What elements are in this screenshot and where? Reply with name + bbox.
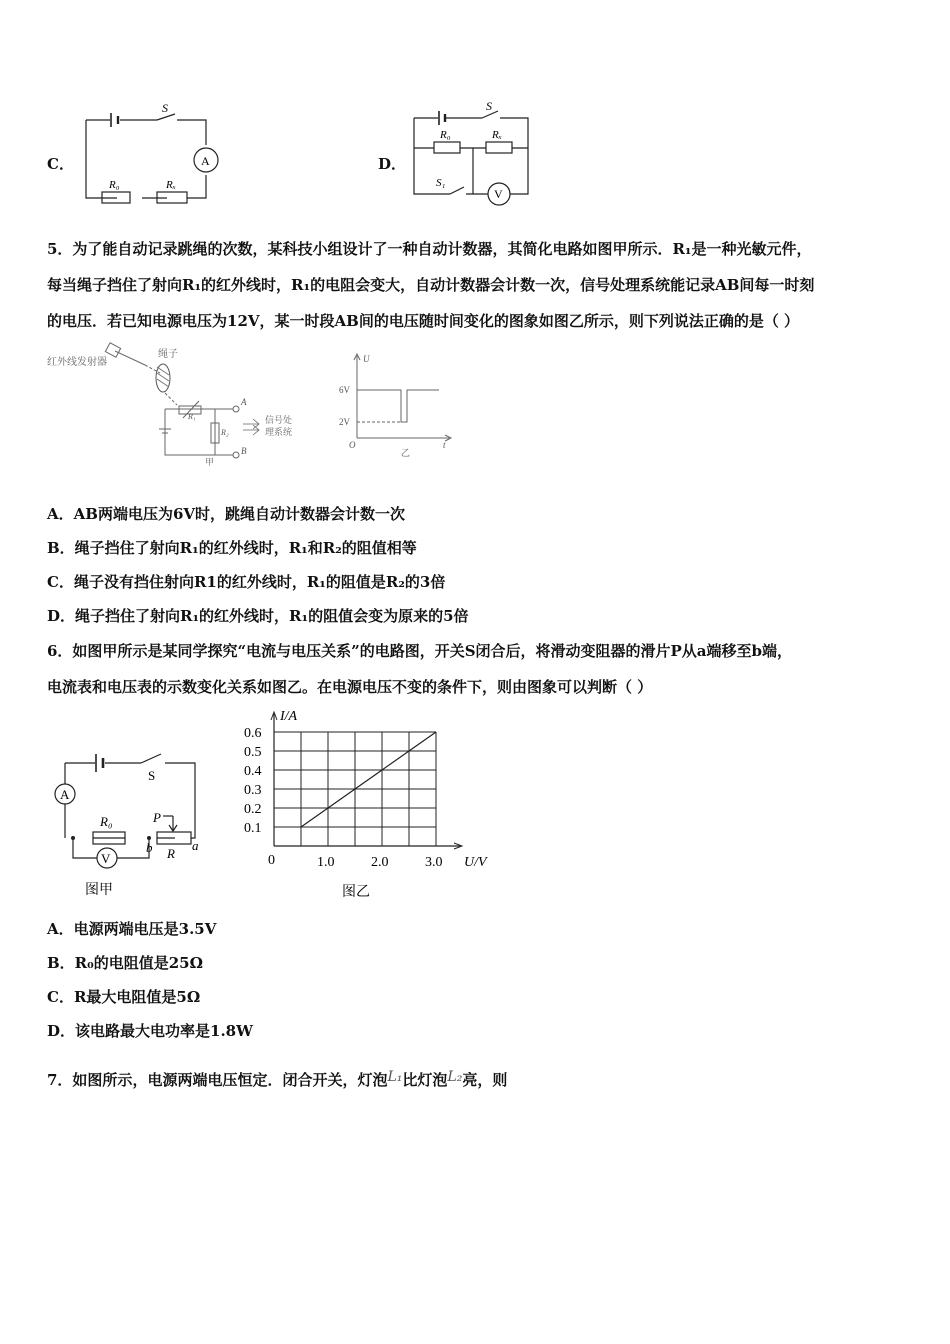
y-tick-label: 0.6 xyxy=(244,726,262,741)
voltmeter-label: V xyxy=(494,187,503,201)
y-tick-label: 0.5 xyxy=(244,745,262,760)
question-5-line-3: 的电压．若已知电源电压为12V，某一时段AB间的电压随时间变化的图象如图乙所示，则下列说法正确的是（ ） xyxy=(47,312,800,330)
chart-series xyxy=(301,732,436,827)
question-6-option-b: B．R₀的电阻值是25Ω xyxy=(47,954,203,972)
chart-x-axis-label: U/V xyxy=(464,855,487,870)
caption-jia: 图甲 xyxy=(85,883,113,898)
axis-t-label: t xyxy=(443,440,446,450)
terminal-a-label: A xyxy=(241,397,247,407)
question-7-suffix: 亮，则 xyxy=(462,1071,508,1089)
rx-label: Rₓ xyxy=(166,179,176,191)
option-d-label: D． xyxy=(378,155,407,173)
question-5-option-d: D．绳子挡住了射向R₁的红外线时，R₁的阻值会变为原来的5倍 xyxy=(47,607,469,625)
question-7-line xyxy=(47,1066,507,1091)
y-tick-label: 0.2 xyxy=(244,802,262,817)
question-5-option-c: C．绳子没有挡住射向R1的红外线时，R₁的阻值是R₂的3倍 xyxy=(47,573,446,591)
ammeter-label: A xyxy=(201,154,210,168)
switch-s-label: S xyxy=(148,768,156,783)
r1-label: R₁ xyxy=(188,412,196,421)
circuit-figure-c xyxy=(82,100,217,210)
circuit-figure-d xyxy=(410,96,535,206)
y-tick-label: 0.1 xyxy=(244,821,262,836)
lamp-l1-label: L₁ xyxy=(387,1069,403,1085)
question-7-prefix: 7．如图所示，电源两端电压恒定．闭合开关，灯泡 xyxy=(47,1071,388,1089)
question-5-line-2: 每当绳子挡住了射向R₁的红外线时，R₁的电阻会变大，自动计数器会计数一次，信号处理系统能记录AB间每一时刻 xyxy=(47,276,815,294)
ammeter-label: A xyxy=(60,787,70,802)
question-5-line-1: 5．为了能自动记录跳绳的次数，某科技小组设计了一种自动计数器，其简化电路如图甲所示．R₁是一种光敏元件， xyxy=(47,240,812,258)
chart-caption: 图乙 xyxy=(342,885,370,900)
question-6-option-a: A．电源两端电压是3.5V xyxy=(47,920,217,938)
caption-jia: 甲 xyxy=(205,457,215,467)
origin-o: O xyxy=(349,440,356,450)
question-5-option-b: B．绳子挡住了射向R₁的红外线时，R₁和R₂的阻值相等 xyxy=(47,539,417,557)
r0-label: R₀ xyxy=(109,179,120,191)
caption-yi: 乙 xyxy=(401,448,411,458)
end-a-label: a xyxy=(192,838,199,853)
r0-label: R₀ xyxy=(100,814,113,829)
slider-p-label: P xyxy=(153,810,161,825)
tick-2v: 2V xyxy=(339,417,350,427)
figure-6-yi-chart xyxy=(238,704,508,904)
lamp-l2-label: L₂ xyxy=(447,1069,463,1085)
x-tick-label: 3.0 xyxy=(425,855,443,870)
system-label-1: 信号处 xyxy=(265,415,293,425)
figure-6-jia xyxy=(45,748,215,898)
system-label-2: 理系统 xyxy=(265,427,293,437)
rope-label: 绳子 xyxy=(158,349,178,360)
question-5-option-a: A．AB两端电压为6V时，跳绳自动计数器会计数一次 xyxy=(47,505,406,523)
chart-origin-label: 0 xyxy=(268,853,275,868)
y-tick-label: 0.4 xyxy=(244,764,262,779)
voltmeter-label: V xyxy=(101,851,111,866)
x-tick-label: 2.0 xyxy=(371,855,389,870)
terminal-b-label: B xyxy=(241,446,247,456)
emitter-label: 红外线发射器 xyxy=(47,357,107,368)
switch-s-label: S xyxy=(162,101,168,115)
figure-5-yi xyxy=(337,350,457,460)
end-b-label: b xyxy=(146,840,153,855)
axis-u-label: U xyxy=(363,354,370,364)
r2-label: R₂ xyxy=(221,428,229,437)
rx-label: Rₓ xyxy=(492,129,502,141)
question-6-option-d: D．该电路最大电功率是1.8W xyxy=(47,1022,253,1040)
r0-label: R₀ xyxy=(440,129,451,141)
series-line-i-u xyxy=(301,732,436,827)
figure-5-jia xyxy=(45,343,315,468)
question-6-option-c: C．R最大电阻值是5Ω xyxy=(47,988,201,1006)
chart-y-axis-label: I/A xyxy=(280,709,298,724)
switch-s1-label: S₁ xyxy=(436,177,446,189)
tick-6v: 6V xyxy=(339,385,350,395)
question-6-line-2: 电流表和电压表的示数变化关系如图乙。在电源电压不变的条件下，则由图象可以判断（ ） xyxy=(47,678,653,696)
switch-s-label: S xyxy=(486,99,492,113)
rheostat-r-label: R xyxy=(167,846,175,861)
question-6-line-1: 6．如图甲所示是某同学探究“电流与电压关系”的电路图，开关S闭合后，将滑动变阻器的滑片P从a端移至b端， xyxy=(47,642,793,660)
question-7-middle: 比灯泡 xyxy=(402,1071,448,1089)
y-tick-label: 0.3 xyxy=(244,783,262,798)
option-c-label: C． xyxy=(47,155,74,173)
x-tick-label: 1.0 xyxy=(317,855,335,870)
